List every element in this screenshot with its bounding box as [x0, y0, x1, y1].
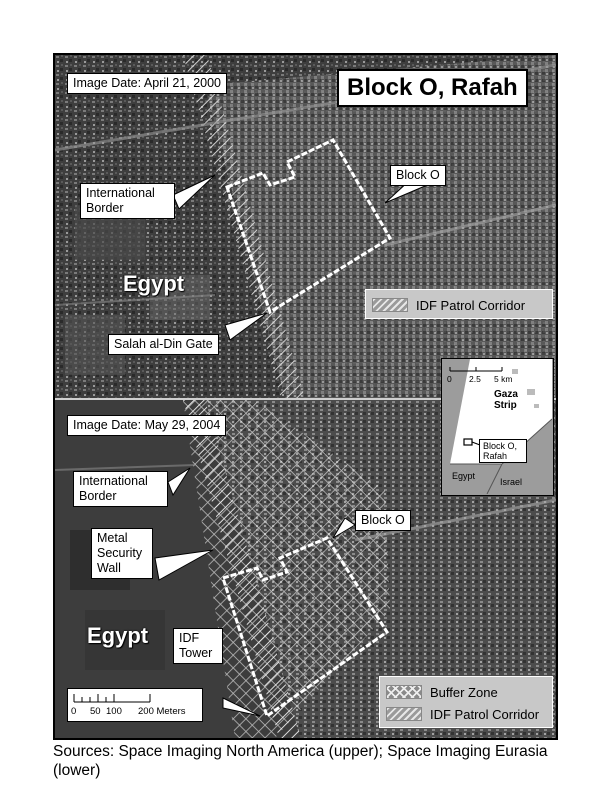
- scale-tick-200: 200 Meters: [138, 706, 186, 717]
- locator-inset-map: [441, 358, 554, 496]
- legend-item-patrol-corridor: [380, 704, 539, 724]
- metal-security-wall-label: Metal Security Wall: [91, 528, 153, 579]
- inset-egypt-label: Egypt: [452, 471, 476, 481]
- scale-tick-50: 50: [90, 706, 101, 717]
- image-date-label-2000: Image Date: April 21, 2000: [67, 73, 227, 94]
- scale-tick-100: 100: [106, 706, 122, 717]
- legend-2000: [365, 289, 553, 319]
- block-o-label-2000: Block O: [390, 165, 446, 186]
- legend-2004: [379, 676, 553, 728]
- map-panel-2000: [55, 55, 556, 398]
- international-border-label-2004: International Border: [73, 471, 168, 507]
- scale-tick-0: 0: [71, 706, 77, 717]
- egypt-label-2004: Egypt: [87, 623, 149, 648]
- salah-al-din-gate-label: Salah al-Din Gate: [108, 334, 219, 355]
- map-frame: [53, 53, 558, 740]
- international-border-label-2000: International Border: [80, 183, 175, 219]
- legend-label: IDF Patrol Corridor: [416, 297, 526, 313]
- inset-gaza-strip-label: Gaza Strip: [494, 389, 518, 411]
- scale-bar: [67, 688, 203, 722]
- image-date-label-2004: Image Date: May 29, 2004: [67, 415, 226, 436]
- scale-bar-ruler: [68, 691, 202, 705]
- egypt-label-2000: Egypt: [123, 271, 185, 296]
- cross-hatch-swatch: [386, 685, 422, 699]
- inset-scale-tick-0: 0: [447, 374, 452, 384]
- sources-caption: Sources: Space Imaging North America (upper); Space Imaging Eurasia (lower): [53, 743, 548, 779]
- inset-scale-tick-5km: 5 km: [494, 374, 513, 384]
- inset-israel-label: Israel: [500, 477, 523, 487]
- block-o-label-2004: Block O: [355, 510, 411, 531]
- legend-item-patrol-corridor: [366, 295, 525, 315]
- inset-block-o-rafah-label: Block O, Rafah: [479, 439, 527, 463]
- inset-scale-tick-2-5: 2.5: [469, 374, 481, 384]
- legend-label: Buffer Zone: [430, 684, 498, 700]
- diagonal-hatch-swatch: [372, 298, 408, 312]
- idf-tower-label: IDF Tower: [173, 628, 223, 664]
- diagonal-hatch-swatch: [386, 707, 422, 721]
- legend-item-buffer-zone: [380, 682, 498, 702]
- legend-label: IDF Patrol Corridor: [430, 706, 540, 722]
- map-title: Block O, Rafah: [337, 69, 528, 107]
